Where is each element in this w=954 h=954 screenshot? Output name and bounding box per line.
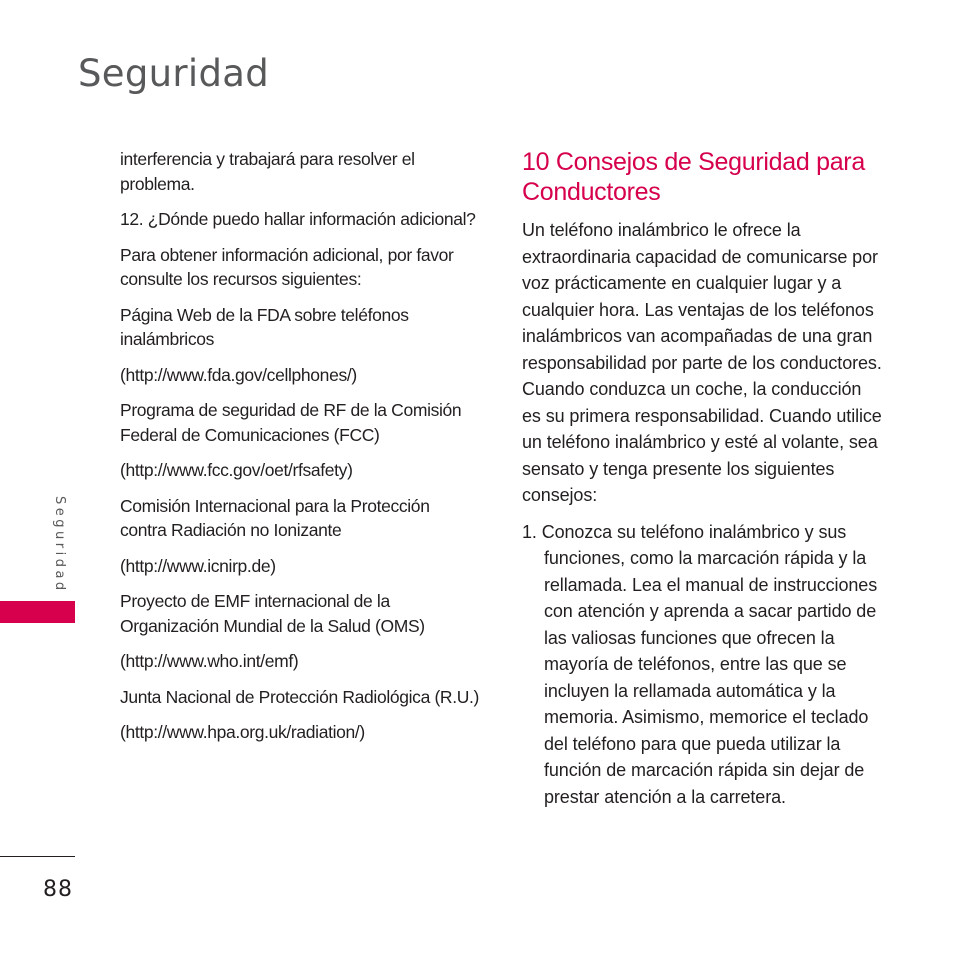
- footer-divider: [0, 856, 75, 857]
- section-heading: 10 Consejos de Seguridad para Conductores: [522, 148, 865, 206]
- resource-name: Comisión Internacional para la Protección contra Radiación no Ionizante: [120, 495, 430, 540]
- resource-url: (http://www.fda.gov/cellphones/): [120, 364, 357, 385]
- left-column: [120, 147, 480, 756]
- paragraph: Un teléfono inalámbrico le ofrece la extraordinaria capacidad de comunicarse por voz prácticamente en cualquier lugar y a cualquier hora. Las ventajas de los teléfonos inalámbricos van acompañadas de una gran responsabilidad por parte de los conductores.: [522, 220, 882, 373]
- paragraph: interferencia y trabajará para resolver el problema.: [120, 149, 415, 194]
- right-column: [522, 147, 882, 810]
- side-tab-accent-bar: [0, 601, 75, 623]
- resource-name: Proyecto de EMF internacional de la Organización Mundial de la Salud (OMS): [120, 591, 425, 636]
- page-title: Seguridad: [78, 52, 270, 95]
- resource-url: (http://www.icnirp.de): [120, 555, 276, 576]
- list-item: 1. Conozca su teléfono inalámbrico y sus funciones, como la marcación rápida y la rellamada. Lea el manual de instrucciones con atención y aprenda a sacar partido de las valiosas funciones que ofrecen la mayoría de teléfonos, entre las que se incluyen la rellamada automática y la memoria. Asimismo, memorice el teclado del teléfono para que pueda utilizar la función de marcación rápida sin dejar de prestar atención a la carretera.: [522, 521, 878, 807]
- resource-url: (http://www.fcc.gov/oet/rfsafety): [120, 460, 353, 480]
- resource-name: Junta Nacional de Protección Radiológica (R.U.): [120, 686, 480, 707]
- resource-url: (http://www.hpa.org.uk/radiation/): [120, 722, 365, 742]
- paragraph: Para obtener información adicional, por favor consulte los recursos siguientes:: [120, 244, 454, 289]
- resource-name: Programa de seguridad de RF de la Comisión Federal de Comunicaciones (FCC): [120, 400, 462, 445]
- question-item: 12. ¿Dónde puedo hallar información adicional?: [120, 209, 476, 229]
- resource-name: Página Web de la FDA sobre teléfonos inalámbricos: [120, 304, 409, 349]
- resource-url: (http://www.who.int/emf): [120, 651, 299, 671]
- side-tab-label: Seguridad: [52, 496, 67, 594]
- page-number: 88: [43, 877, 73, 902]
- paragraph: Cuando conduzca un coche, la conducción es su primera responsabilidad. Cuando utilice un teléfono inalámbrico y esté al volante, sea sensato y tenga presente los siguientes consejos:: [522, 379, 882, 505]
